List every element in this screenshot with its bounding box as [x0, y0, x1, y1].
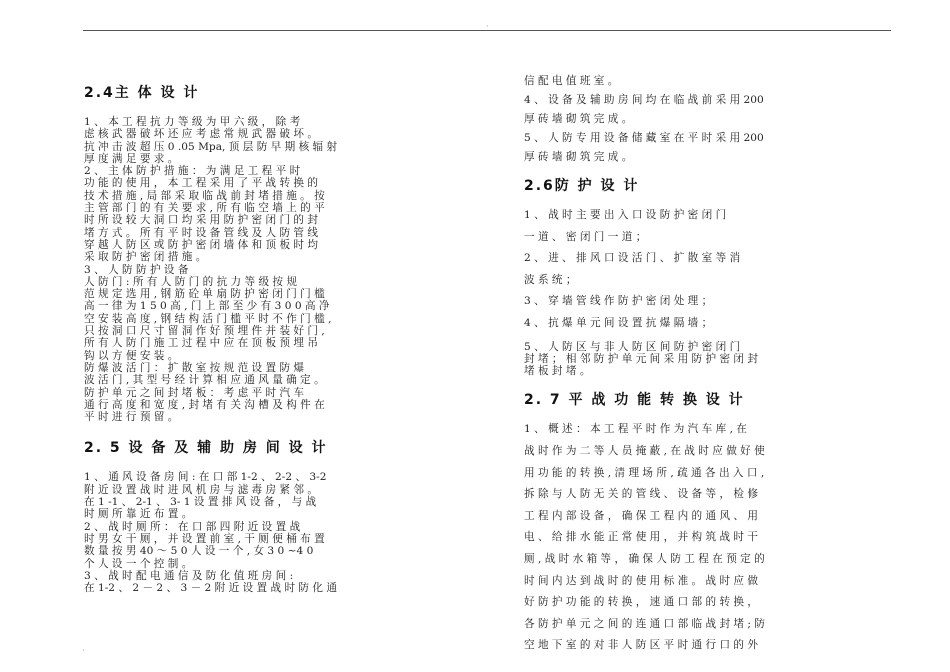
text-line: 范 规 定 选 用 , 钢 筋 砼 单 扇 防 护 密 闭 门 门 槛	[84, 288, 325, 301]
text-line: 虑 核 武 器 破 坏 还 应 考 虑 常 规 武 器 破 坏 。	[84, 128, 318, 141]
text-line: 用 功 能 的 转 换 , 清 理 场 所 , 疏 通 各 出 入 口 ,	[524, 466, 765, 479]
text-line: 防 爆 波 活 门 ： 扩 散 室 按 规 范 设 置 防 爆	[84, 361, 305, 374]
text-line: 一 道 、 密 闭 门 一 道 ；	[524, 230, 647, 243]
text-line: 2 、 主 体 防 护 措 施 ： 为 满 足 工 程 平 时	[84, 165, 301, 178]
text-line: 堵 板 封 堵 。	[524, 365, 591, 378]
text-line: 个 人 设 一 个 控 制 。	[84, 557, 193, 570]
section-2-4-heading: 2.4主 体 设 计	[84, 85, 200, 101]
section-2-7-body	[524, 419, 892, 657]
section-2-6-heading: 2.6防 护 设 计	[524, 178, 640, 194]
text-line: 防 护 单 元 之 间 封 堵 板 ： 考 虑 平 时 汽 车	[84, 386, 305, 399]
text-line: 厚 砖 墙 砌 筑 完 成 。	[524, 151, 633, 163]
text-line: 厚 度 满 足 要 求 。	[84, 152, 179, 165]
text-line: 时 厕 所 靠 近 布 置 。	[84, 508, 193, 521]
text-line: 空 安 装 高 度 , 钢 结 构 活 门 槛 平 时 不 作 门 槛 ,	[84, 312, 332, 325]
text-line: 在 1-2 、 2 － 2 、 3 － 2 附 近 设 置 战 时 防 化 通	[84, 582, 337, 595]
text-line: 高 一 律 为 1 5 0 高 , 门 上 部 至 少 有 3 0 0 高 净	[84, 300, 330, 313]
text-line: 4 、 设 备 及 辅 助 房 间 均 在 临 战 前 采 用 200	[524, 94, 764, 106]
text-line: 功 能 的 使 用 ， 本 工 程 采 用 了 平 战 转 换 的	[84, 177, 318, 190]
text-line: 拆 除 与 人 防 无 关 的 管 线 、 设 备 等 ， 检 修	[524, 488, 758, 501]
text-line: 3 、 战 时 配 电 通 信 及 防 化 值 班 房 间 :	[84, 569, 294, 582]
text-line: 5 、 人 防 专 用 设 备 储 藏 室 在 平 时 采 用 200	[524, 132, 764, 144]
text-line: 2 、 战 时 厕 所 ： 在 口 部 四 附 近 设 置 战	[84, 520, 301, 533]
text-line: 时 间 内 达 到 战 时 的 使 用 标 准 。 战 时 应 做	[524, 574, 758, 587]
text-line: 在 1 -1 、 2-1 、 3- 1 设 置 排 风 设 备 ， 与 战	[84, 496, 317, 509]
text-line: 波 活 门 , 其 型 号 经 计 算 相 应 通 风 量 确 定 。	[84, 374, 325, 387]
text-line: 时 男 女 干 厕 ， 并 设 置 前 室 , 干 厕 便 桶 布 置	[84, 532, 325, 545]
section-2-4-body	[84, 116, 456, 423]
text-line: 抗 冲 击 波 超 压 0 .05 Mpa, 顶 层 防 早 期 核 辐 射	[84, 140, 338, 153]
text-line: 技 术 措 施 , 局 部 采 取 临 战 前 封 堵 措 施 。 按	[84, 189, 325, 202]
text-line: 战 时 作 为 二 等 人 员 掩 蔽 , 在 战 时 应 做 好 使	[524, 445, 765, 458]
corner-mark-bottom: ·	[82, 646, 85, 655]
text-line: 信 配 电 值 班 室 。	[524, 75, 619, 87]
text-line: 3 、 穿 墙 管 线 作 防 护 密 闭 处 理 ；	[524, 295, 713, 308]
text-line: 通 行 高 度 和 宽 度 , 封 堵 有 关 沟 槽 及 构 件 在	[84, 398, 325, 411]
text-line: 厕 , 战 时 水 箱 等 ， 确 保 人 防 工 程 在 预 定 的	[524, 553, 765, 566]
section-2-5-continuation	[524, 72, 892, 167]
text-line: 各 防 护 单 元 之 间 的 连 通 口 部 临 战 封 堵 ; 防	[524, 617, 765, 630]
section-2-6-tail	[524, 341, 892, 378]
text-line: 平 时 进 行 预 留 。	[84, 411, 179, 424]
text-line: 好 防 护 功 能 的 转 换 ， 速 通 口 部 的 转 换 ，	[524, 596, 758, 609]
text-line: 电 、 给 排 水 能 正 常 使 用 ， 并 构 筑 战 时 干	[524, 531, 758, 544]
text-line: 封 堵 ； 相 邻 防 护 单 元 间 采 用 防 护 密 闭 封	[524, 352, 758, 365]
text-line: 采 取 防 护 密 闭 措 施 。	[84, 251, 207, 264]
text-line: 只 按 洞 口 尺 寸 留 洞 作 好 预 埋 件 并 装 好 门 ,	[84, 325, 325, 338]
text-line: 所 有 人 防 门 施 工 过 程 中 应 在 顶 板 预 埋 吊	[84, 337, 318, 350]
text-line: 5 、 人 防 区 与 非 人 防 区 间 防 护 密 闭 门	[524, 340, 741, 353]
text-line: 堵 方 式 。 所 有 平 时 设 备 管 线 及 人 防 管 线	[84, 226, 318, 239]
left-column	[84, 74, 456, 594]
text-line: 工 程 内 部 设 备 ， 确 保 工 程 内 的 通 风 、 用	[524, 509, 758, 522]
text-line: 4 、 抗 爆 单 元 间 设 置 抗 爆 隔 墙 ；	[524, 316, 713, 329]
right-column	[524, 72, 892, 657]
text-line: 厚 砖 墙 砌 筑 完 成 。	[524, 113, 633, 125]
text-line: 数 量 按 男 40 ～ 5 0 人 设 一 个 , 女 3 0 ~4 0	[84, 545, 314, 558]
text-line: 主 管 部 门 的 有 关 要 求 , 所 有 临 空 墙 上 的 平	[84, 202, 325, 215]
section-2-5-body	[84, 471, 456, 594]
text-line: 空 地 下 室 的 对 非 人 防 区 平 时 通 行 口 的 外	[524, 639, 758, 652]
text-line: 附 近 设 置 战 时 进 风 机 房 与 滤 毒 房 紧 邻 。	[84, 483, 318, 496]
text-line: 人 防 门 : 所 有 人 防 门 的 抗 力 等 级 按 规	[84, 275, 297, 288]
text-line: 1 、 本 工 程 抗 力 等 级 为 甲 六 级 ， 除 考	[84, 116, 301, 128]
text-line: 3 、 人 防 防 护 设 备	[84, 263, 189, 276]
text-line: 1 、 通 风 设 备 房 间 : 在 口 部 1-2 、 2-2 、 3-2	[84, 471, 327, 484]
text-line: 钩 以 方 便 安 装 。	[84, 349, 179, 362]
text-line: 波 系 统 ；	[524, 273, 577, 286]
section-2-6-body	[524, 205, 892, 335]
corner-mark-top: ·	[486, 22, 489, 31]
text-line: 2 、 进 、 排 风 口 设 活 门 、 扩 散 室 等 消	[524, 252, 741, 265]
text-line: 时 所 设 较 大 洞 口 均 采 用 防 护 密 闭 门 的 封	[84, 214, 318, 227]
text-line: 1 、 概 述 ： 本 工 程 平 时 作 为 汽 车 库 , 在	[524, 423, 747, 436]
text-line: 1 、 战 时 主 要 出 入 口 设 防 护 密 闭 门	[524, 209, 727, 221]
section-2-5-heading: 2. 5 设 备 及 辅 助 房 间 设 计	[84, 440, 328, 457]
section-2-7-heading: 2. 7 平 战 功 能 转 换 设 计	[524, 392, 745, 409]
text-line: 穿 越 人 防 区 或 防 护 密 闭 墙 体 和 顶 板 时 均	[84, 238, 318, 251]
